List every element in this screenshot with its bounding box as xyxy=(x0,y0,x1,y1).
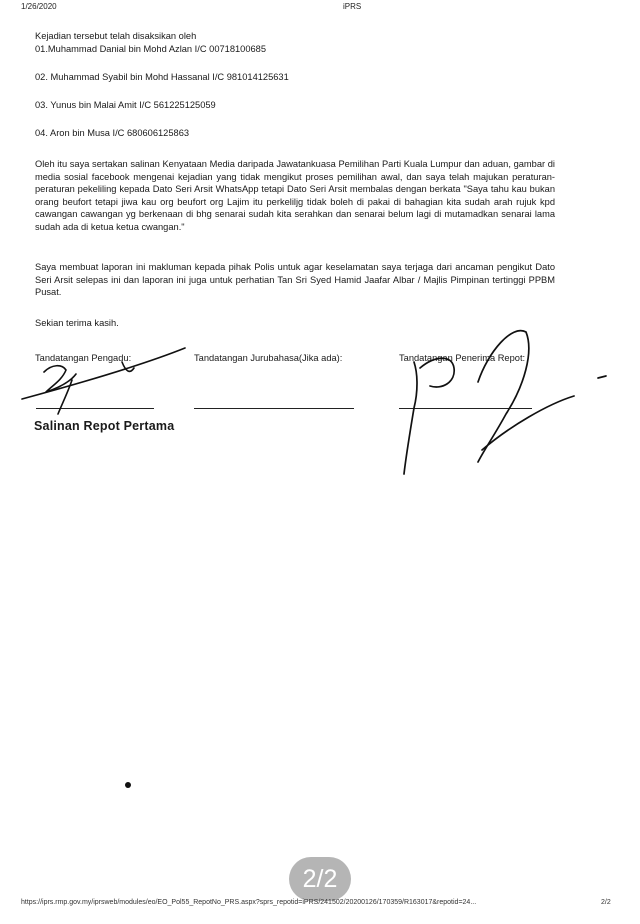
witness-item-1: 01.Muhammad Danial bin Mohd Azlan I/C 00718100685 xyxy=(35,44,267,54)
ink-dot xyxy=(125,782,131,788)
receiver-signature-label: Tandatangan Penerima Repot: xyxy=(399,353,526,363)
receiver-signature-line xyxy=(399,408,532,409)
interpreter-signature-label: Tandatangan Jurubahasa(Jika ada): xyxy=(194,353,343,363)
copy-title: Salinan Repot Pertama xyxy=(34,419,175,433)
print-site-title: iPRS xyxy=(343,2,362,11)
closing-text: Sekian terima kasih. xyxy=(35,318,119,328)
witness-item-4: 04. Aron bin Musa I/C 680606125863 xyxy=(35,128,190,138)
page-indicator: 2/2 xyxy=(289,857,351,901)
witness-item-3: 03. Yunus bin Malai Amit I/C 561225125059 xyxy=(35,100,216,110)
interpreter-signature-line xyxy=(194,408,354,409)
witness-intro: Kejadian tersebut telah disaksikan oleh xyxy=(35,31,197,41)
footer-page-number: 2/2 xyxy=(601,899,611,906)
print-date: 1/26/2020 xyxy=(21,2,57,11)
purpose-paragraph: Saya membuat laporan ini makluman kepada pihak Polis untuk agar keselamatan saya terjaga dari ancaman pengikut Dato Seri Arsit selepas ini dan laporan ini juga untuk perhatian Tan Sri Syed Hamid Jaafar Albar / Majlis Pimpinan tertinggi PPBM Pusat. xyxy=(35,262,555,298)
complainant-signature-line xyxy=(36,408,154,409)
footer-url[interactable]: https://iprs.rmp.gov.my/iprsweb/modules/eo/EO_Pol55_RepotNo_PRS.aspx?sprs_repotid=iPRS/241502/20200126/170359/R163017&repotid=24... xyxy=(21,899,477,906)
statement-paragraph: Oleh itu saya sertakan salinan Kenyataan Media daripada Jawatankuasa Pemilihan Parti Kuala Lumpur dan aduan, gambar di media sosial facebook mengenai kejadian yang tidak mengikut proses pemilihan awal, dan saya telah majukan peraturan-peraturan pekeliling kepada Dato Seri Arsit WhatsApp tetapi Dato Seri Arsit membalas dengan berkata "Saya tahu kau bukan orang beufort tetapi jiwa kau org beufort org Lajim itu perkeliljg tidak boleh di pakai di bahagian kita sudah arah rujuk kpd cawangan cawangan yg berkenaan di bhg senarai sudah kita serahkan dan senarai belum lagi di mutamadkan senarai lama sudah ada di ketua ketua cwangan." xyxy=(35,159,555,232)
witness-item-2: 02. Muhammad Syabil bin Mohd Hassanal I/C 981014125631 xyxy=(35,72,289,82)
complainant-signature-label: Tandatangan Pengadu: xyxy=(35,353,132,363)
